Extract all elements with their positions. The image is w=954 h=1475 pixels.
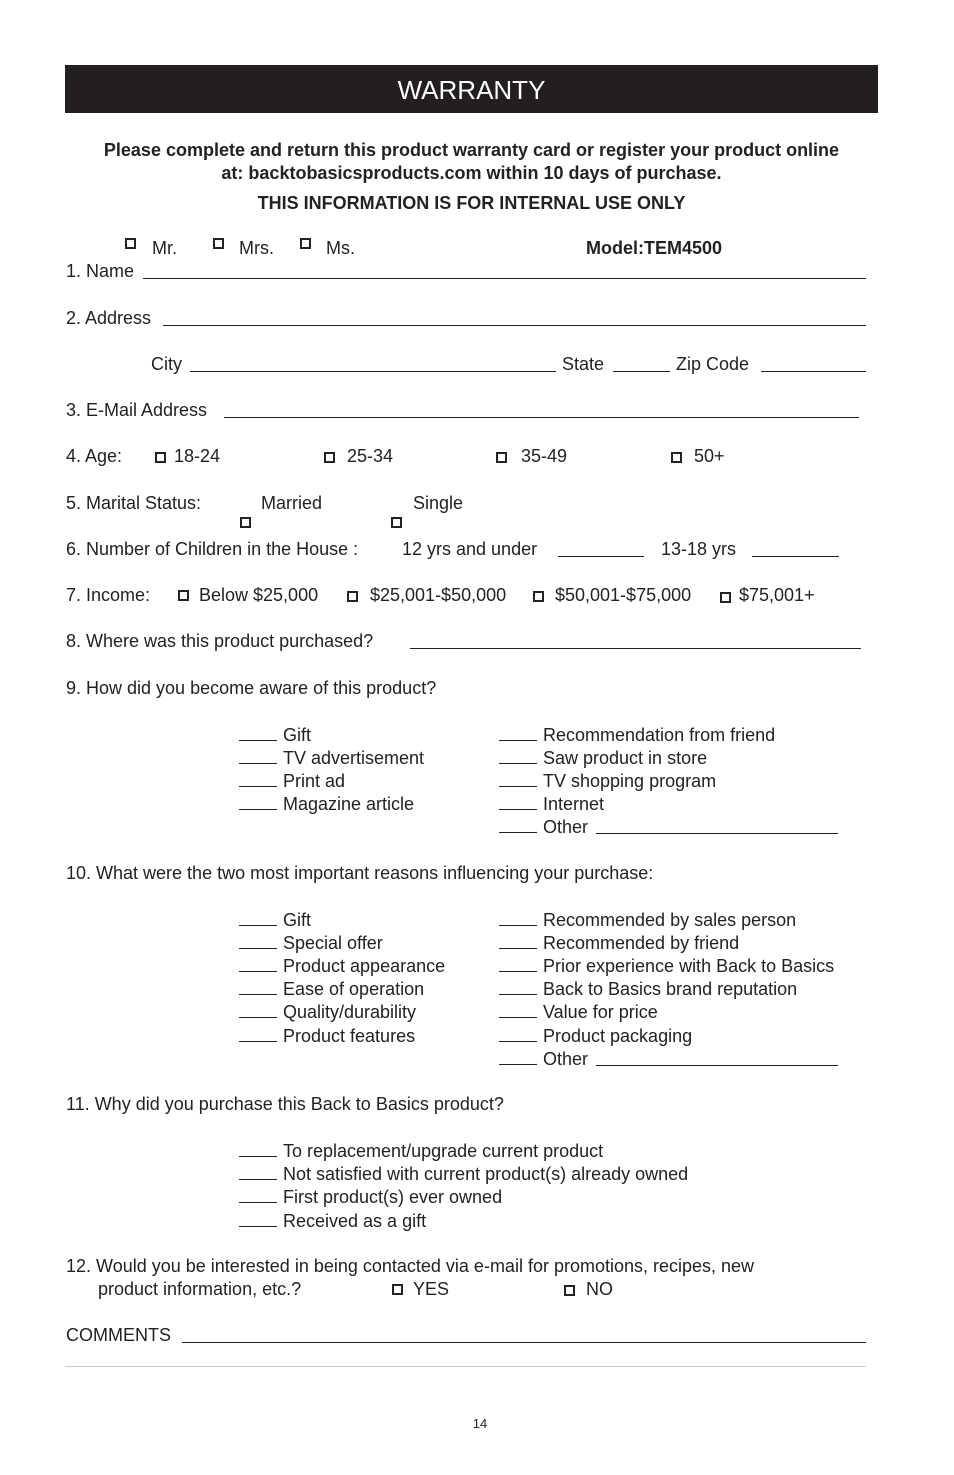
reason-option-other[interactable]: Other [499, 1049, 588, 1068]
title-ms-checkbox[interactable] [300, 238, 311, 249]
age-25-34-checkbox[interactable] [324, 452, 335, 463]
contact-question-line-2: product information, etc.? [98, 1279, 302, 1299]
comments-label: COMMENTS [66, 1325, 171, 1345]
intro-line-2: at: backtobasicsproducts.com within 10 days of purchase. [221, 163, 722, 183]
income-below-25k-checkbox[interactable] [178, 590, 189, 601]
contact-no-label: NO [586, 1279, 613, 1299]
purchase-why-option[interactable]: First product(s) ever owned [239, 1187, 502, 1206]
married-checkbox[interactable] [240, 517, 251, 528]
reason-option[interactable]: Value for price [499, 1002, 658, 1021]
age-18-24-label: 18-24 [174, 446, 221, 466]
state-field[interactable] [613, 371, 670, 372]
contact-question-line-1: 12. Would you be interested in being contacted via e-mail for promotions, recipes, new [66, 1256, 755, 1276]
awareness-option[interactable]: Gift [239, 725, 311, 744]
income-50k-75k-checkbox[interactable] [533, 591, 544, 602]
awareness-option[interactable]: TV shopping program [499, 771, 716, 790]
reason-option[interactable]: Product appearance [239, 956, 445, 975]
title-mr-checkbox[interactable] [125, 238, 136, 249]
address-field[interactable] [163, 325, 866, 326]
comments-extra-line[interactable] [65, 1366, 866, 1367]
awareness-option-other[interactable]: Other [499, 817, 588, 836]
reason-option[interactable]: Back to Basics brand reputation [499, 979, 797, 998]
income-25k-50k-label: $25,001-$50,000 [370, 585, 507, 605]
reason-option[interactable]: Gift [239, 910, 311, 929]
purchase-why-option[interactable]: Received as a gift [239, 1211, 426, 1230]
name-label: 1. Name [66, 261, 135, 281]
state-label: State [562, 354, 605, 374]
awareness-option[interactable]: TV advertisement [239, 748, 424, 767]
reason-option[interactable]: Recommended by friend [499, 933, 739, 952]
awareness-option[interactable]: Internet [499, 794, 604, 813]
married-label: Married [261, 493, 323, 513]
reason-option[interactable]: Special offer [239, 933, 383, 952]
email-field[interactable] [224, 417, 859, 418]
age-25-34-label: 25-34 [347, 446, 394, 466]
single-checkbox[interactable] [391, 517, 402, 528]
title-mrs-label: Mrs. [239, 238, 274, 258]
purchase-why-question: 11. Why did you purchase this Back to Basics product? [66, 1094, 504, 1114]
income-25k-50k-checkbox[interactable] [347, 591, 358, 602]
children-12-under-label: 12 yrs and under [402, 539, 538, 559]
reason-option[interactable]: Product packaging [499, 1026, 692, 1045]
income-75k-plus-label: $75,001+ [739, 585, 815, 605]
purchase-location-field[interactable] [410, 648, 861, 649]
age-label: 4. Age: [66, 446, 123, 466]
income-below-25k-label: Below $25,000 [199, 585, 319, 605]
intro-text [65, 139, 878, 185]
reason-option[interactable]: Prior experience with Back to Basics [499, 956, 834, 975]
awareness-question: 9. How did you become aware of this product? [66, 678, 437, 698]
awareness-option[interactable]: Recommendation from friend [499, 725, 775, 744]
single-label: Single [413, 493, 464, 513]
reason-option[interactable]: Ease of operation [239, 979, 424, 998]
age-35-49-label: 35-49 [521, 446, 568, 466]
title-mr-label: Mr. [152, 238, 177, 258]
page-number: 14 [472, 1416, 488, 1431]
city-label: City [151, 354, 182, 374]
children-label: 6. Number of Children in the House : [66, 539, 359, 559]
purchase-location-label: 8. Where was this product purchased? [66, 631, 374, 651]
awareness-option[interactable]: Magazine article [239, 794, 414, 813]
marital-status-label: 5. Marital Status: [66, 493, 202, 513]
model-number: Model:TEM4500 [586, 238, 723, 258]
income-75k-plus-checkbox[interactable] [720, 592, 731, 603]
address-label: 2. Address [66, 308, 152, 328]
reason-option[interactable]: Product features [239, 1026, 415, 1045]
warranty-title-banner: WARRANTY [65, 65, 878, 113]
awareness-option[interactable]: Saw product in store [499, 748, 707, 767]
age-50-plus-label: 50+ [694, 446, 725, 466]
income-label: 7. Income: [66, 585, 151, 605]
awareness-option[interactable]: Print ad [239, 771, 345, 790]
zip-code-field[interactable] [761, 371, 866, 372]
email-label: 3. E-Mail Address [66, 400, 208, 420]
children-12-under-field[interactable] [558, 556, 644, 557]
contact-yes-label: YES [413, 1279, 450, 1299]
age-35-49-checkbox[interactable] [496, 452, 507, 463]
contact-no-checkbox[interactable] [564, 1285, 575, 1296]
children-13-18-field[interactable] [752, 556, 839, 557]
zip-code-label: Zip Code [676, 354, 750, 374]
age-50-plus-checkbox[interactable] [671, 452, 682, 463]
age-18-24-checkbox[interactable] [155, 452, 166, 463]
reason-option[interactable]: Recommended by sales person [499, 910, 796, 929]
income-50k-75k-label: $50,001-$75,000 [555, 585, 692, 605]
purchase-why-option[interactable]: Not satisfied with current product(s) already owned [239, 1164, 688, 1183]
title-mrs-checkbox[interactable] [213, 238, 224, 249]
city-field[interactable] [190, 371, 556, 372]
children-13-18-label: 13-18 yrs [661, 539, 737, 559]
reason-other-field[interactable] [596, 1065, 838, 1066]
purchase-why-option[interactable]: To replacement/upgrade current product [239, 1141, 603, 1160]
name-field[interactable] [143, 278, 866, 279]
awareness-other-field[interactable] [596, 833, 838, 834]
intro-line-1: Please complete and return this product warranty card or register your product online [103, 140, 840, 160]
title-ms-label: Ms. [326, 238, 355, 258]
purchase-reasons-question: 10. What were the two most important reasons influencing your purchase: [66, 863, 654, 883]
internal-use-notice: THIS INFORMATION IS FOR INTERNAL USE ONLY [257, 193, 686, 213]
comments-field[interactable] [182, 1342, 866, 1343]
contact-yes-checkbox[interactable] [392, 1284, 403, 1295]
reason-option[interactable]: Quality/durability [239, 1002, 416, 1021]
